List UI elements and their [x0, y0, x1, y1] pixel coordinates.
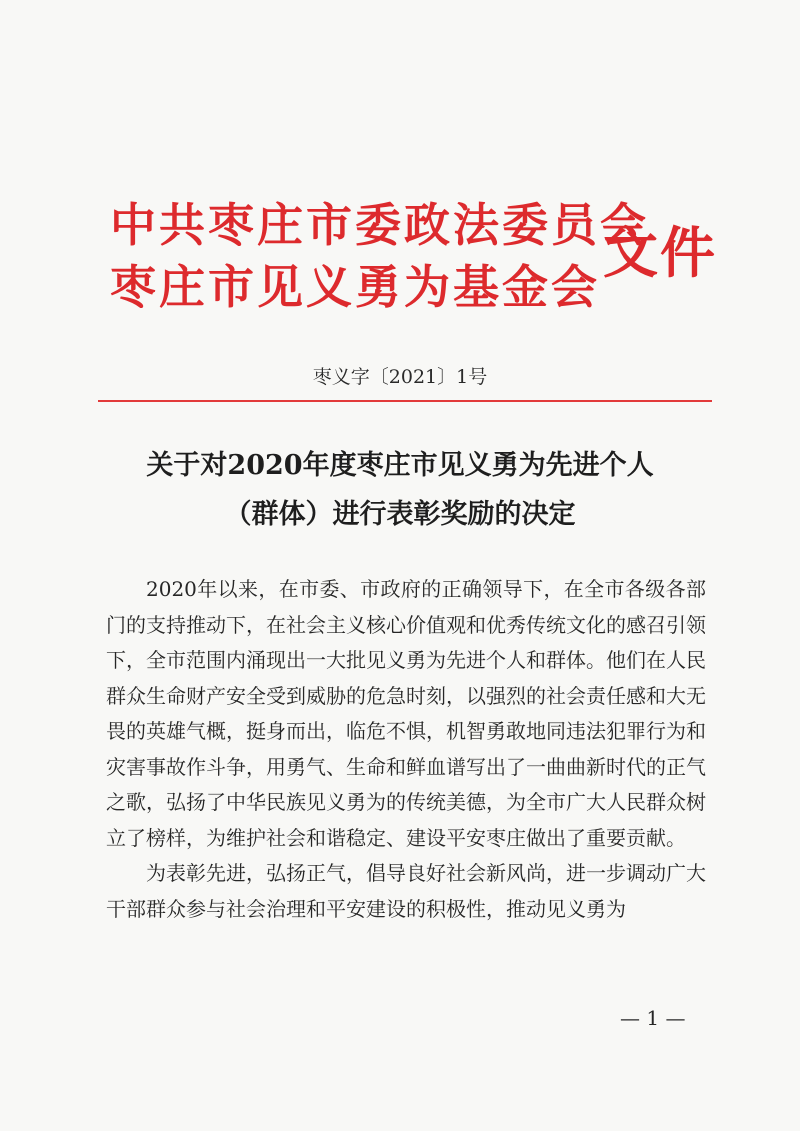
paragraph-2: 为表彰先进，弘扬正气，倡导良好社会新风尚，进一步调动广大干部群众参与社会治理和平安建设的积极性，推动见义勇为	[106, 861, 706, 921]
issuing-authorities	[110, 196, 649, 320]
body-text	[106, 572, 706, 927]
issuer-line-1: 中共枣庄市委政法委员会	[110, 198, 649, 252]
paragraph-1: 2020年以来，在市委、市政府的正确领导下，在全市各级各部门的支持推动下，在社会主义核心价值观和优秀传统文化的感召引领下，全市范围内涌现出一大批见义勇为先进个人和群体。他们在人民群众生命财产安全受到威胁的危急时刻，以强烈的社会责任感和大无畏的英雄气概，挺身而出，临危不惧，机智勇敢地同违法犯罪行为和灾害事故作斗争，用勇气、生命和鲜血谱写出了一曲曲新时代的正气之歌，弘扬了中华民族见义勇为的传统美德，为全市广大人民群众树立了榜样，为维护社会和谐稳定、建设平安枣庄做出了重要贡献。	[106, 577, 706, 850]
document-title-line-1: 关于对2020年度枣庄市见义勇为先进个人	[146, 450, 654, 481]
red-divider	[98, 400, 712, 402]
page-number: — 1 —	[620, 1006, 686, 1030]
issuer-line-2: 枣庄市见义勇为基金会	[110, 260, 600, 314]
document-title-line-2: （群体）进行表彰奖励的决定	[224, 499, 576, 530]
document-word: 文件	[603, 220, 718, 285]
document-number: 枣义字〔2021〕1号	[312, 366, 488, 388]
